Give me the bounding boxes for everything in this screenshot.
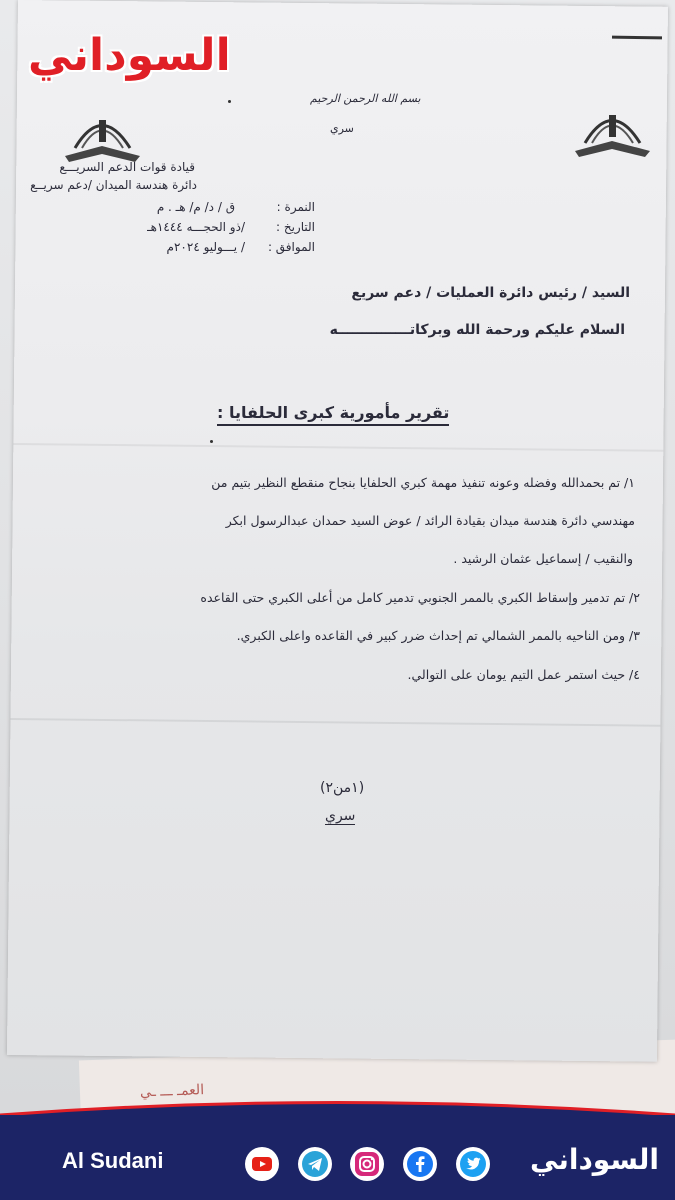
twitter-icon[interactable] xyxy=(456,1147,490,1181)
date-label: التاريخ : xyxy=(275,220,315,234)
youtube-icon[interactable] xyxy=(245,1147,279,1181)
number-value: ق / د/ م/ هـ . م xyxy=(156,200,235,214)
classification-bottom: سري xyxy=(325,808,356,824)
footer-brand-en: Al Sudani xyxy=(62,1148,164,1173)
paragraph-line: ٢/ تم تدمير وإسقاط الكبري بالممر الجنوبي تدمير كامل من أعلى الكبري حتى القاعده xyxy=(200,590,640,605)
org-line-1: قيادة قوات الدعم السريـــع xyxy=(59,160,195,174)
ink-dot xyxy=(210,440,213,443)
fold-line xyxy=(13,443,663,452)
underlying-paper-text: العمـ ـــ ـي xyxy=(139,1082,205,1101)
telegram-icon[interactable] xyxy=(298,1147,332,1181)
greeting-line: السلام عليكم ورحمة الله وبركاتـــــــــــــــه xyxy=(329,322,625,338)
paragraph-line: ١/ تم بحمدالله وفضله وعونه تنفيذ مهمة كبري الحلفايا بنجاح منقطع النظير بتيم من xyxy=(211,475,635,490)
corresponding-value: / يـــوليو ٢٠٢٤م xyxy=(166,240,245,254)
paragraph-line: ٣/ ومن الناحيه بالممر الشمالي تم إحداث ضرر كبير في القاعده واعلى الكبري. xyxy=(236,628,640,643)
facebook-icon[interactable] xyxy=(403,1147,437,1181)
bismillah-heading: بسم الله الرحمن الرحيم xyxy=(310,92,421,105)
date-value: /ذو الحجـــه ١٤٤٤هـ xyxy=(147,220,245,234)
addressee-line: السيد / رئيس دائرة العمليات / دعم سريع xyxy=(351,285,630,301)
fold-line xyxy=(10,718,660,727)
ink-dot xyxy=(228,100,231,103)
number-label: النمرة : xyxy=(276,200,315,214)
rsf-emblem-left-icon xyxy=(55,108,150,168)
rsf-emblem-right-icon xyxy=(565,103,660,163)
page-number: (١من٢) xyxy=(320,780,365,796)
org-line-2: دائرة هندسة الميدان /دعم سريــع xyxy=(30,178,197,192)
corresponding-label: الموافق : xyxy=(267,240,315,254)
classification-top: سري xyxy=(330,122,354,135)
paragraph-line: ٤/ حيث استمر عمل التيم يومان على التوالي. xyxy=(407,667,640,682)
footer-brand-ar: السوداني xyxy=(530,1143,659,1176)
paragraph-line: مهندسي دائرة هندسة ميدان بقيادة الرائد / عوض السيد حمدان عبدالرسول ابكر xyxy=(225,513,635,528)
watermark-logo: السوداني xyxy=(28,30,231,81)
instagram-icon[interactable] xyxy=(350,1147,384,1181)
paragraph-line: والنقيب / إسماعيل عثمان الرشيد . xyxy=(453,551,633,566)
report-title: تقرير مأمورية كبرى الحلفايا : xyxy=(217,403,449,426)
